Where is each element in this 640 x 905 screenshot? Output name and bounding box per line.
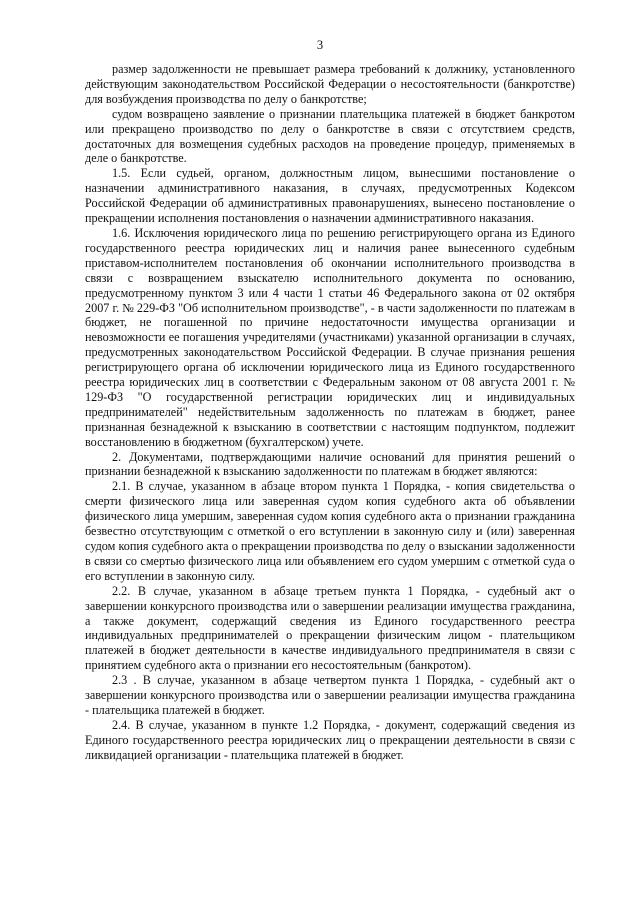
- paragraph: 2.2. В случае, указанном в абзаце третьем пункта 1 Порядка, - судебный акт о завершении конкурсного производства или о завершении реализации имущества гражданина, а также документ, содержащий сведения из Единого государственного реестра индивидуальных предпринимателей о прекращении физическим лицом - плательщиком платежей в бюджет деятельности в качестве индивидуального предпринимателя в связи с принятием судебного акта о признании его несостоятельным (банкротом).: [85, 583, 575, 673]
- paragraph: 1.6. Исключения юридического лица по решению регистрирующего органа из Единого государственного реестра юридических лиц и наличия ранее вынесенного судебным приставом-исполнителем постановления об окончании исполнительного производства в связи с возвращением взыскателю исполнительного документа по основанию, предусмотренному пунктом 3 или 4 части 1 статьи 46 Федерального закона от 02 октября 2007 г. № 229-ФЗ "Об исполнительном производстве", - в части задолженности по платежам в бюджет, не погашенной по причине недостаточности имущества организации и невозможности ее погашения учредителями (участниками) указанной организации в случаях, предусмотренных законодательством Российской Федерации. В случае признания решения регистрирующего органа об исключении юридического лица из Единого государственного реестра юридических лиц в соответствии с Федеральным законом от 08 августа 2001 г. № 129-ФЗ "О государственной регистрации юридических лиц и индивидуальных предпринимателей" недействительным задолженность по платежам в бюджет, ранее признанная безнадежной к взысканию в соответствии с настоящим подпунктом, подлежит восстановлению в бюджетном (бухгалтерском) учете.: [85, 225, 575, 449]
- page-number: 3: [316, 38, 324, 52]
- document-body: [85, 62, 575, 763]
- paragraph: 1.5. Если судьей, органом, должностным лицом, вынесшими постановление о назначении административного наказания, в случаях, предусмотренных Кодексом Российской Федерации об административных правонарушениях, вынесено постановление о прекращении исполнения постановления о назначении административного наказания.: [85, 166, 575, 226]
- paragraph: 2.3 . В случае, указанном в абзаце четвертом пункта 1 Порядка, - судебный акт о завершении конкурсного производства или о завершении реализации имущества гражданина - плательщика платежей в бюджет.: [85, 673, 575, 717]
- paragraph: 2. Документами, подтверждающими наличие оснований для принятия решений о признании безнадежной к взысканию задолженности по платежам в бюджет являются:: [85, 449, 575, 479]
- paragraph: судом возвращено заявление о признании плательщика платежей в бюджет банкротом или прекращено производство по делу о банкротстве в связи с отсутствием средств, достаточных для возмещения судебных расходов на проведение процедур, применяемых в деле о банкротстве.: [85, 106, 575, 166]
- paragraph: размер задолженности не превышает размера требований к должнику, установленного действующим законодательством Российской Федерации о несостоятельности (банкротстве) для возбуждения производства по делу о банкротстве;: [85, 62, 575, 106]
- paragraph: 2.4. В случае, указанном в пункте 1.2 Порядка, - документ, содержащий сведения из Единого государственного реестра юридических лиц о прекращении деятельности в связи с ликвидацией организации - плательщика платежей в бюджет.: [85, 717, 575, 762]
- paragraph: 2.1. В случае, указанном в абзаце втором пункта 1 Порядка, - копия свидетельства о смерти физического лица или заверенная судом копия судебного акта об объявлении физического лица умершим, заверенная судом копия судебного акта о признании гражданина безвестно отсутствующим с отметкой о его вступлении в законную силу и (или) заверенная судом копия судебного акта о прекращении производства по делу о взыскании задолженности в связи со смертью физического лица или объявлением его судом умершим с отметкой суда о его вступлении в законную силу.: [85, 479, 575, 583]
